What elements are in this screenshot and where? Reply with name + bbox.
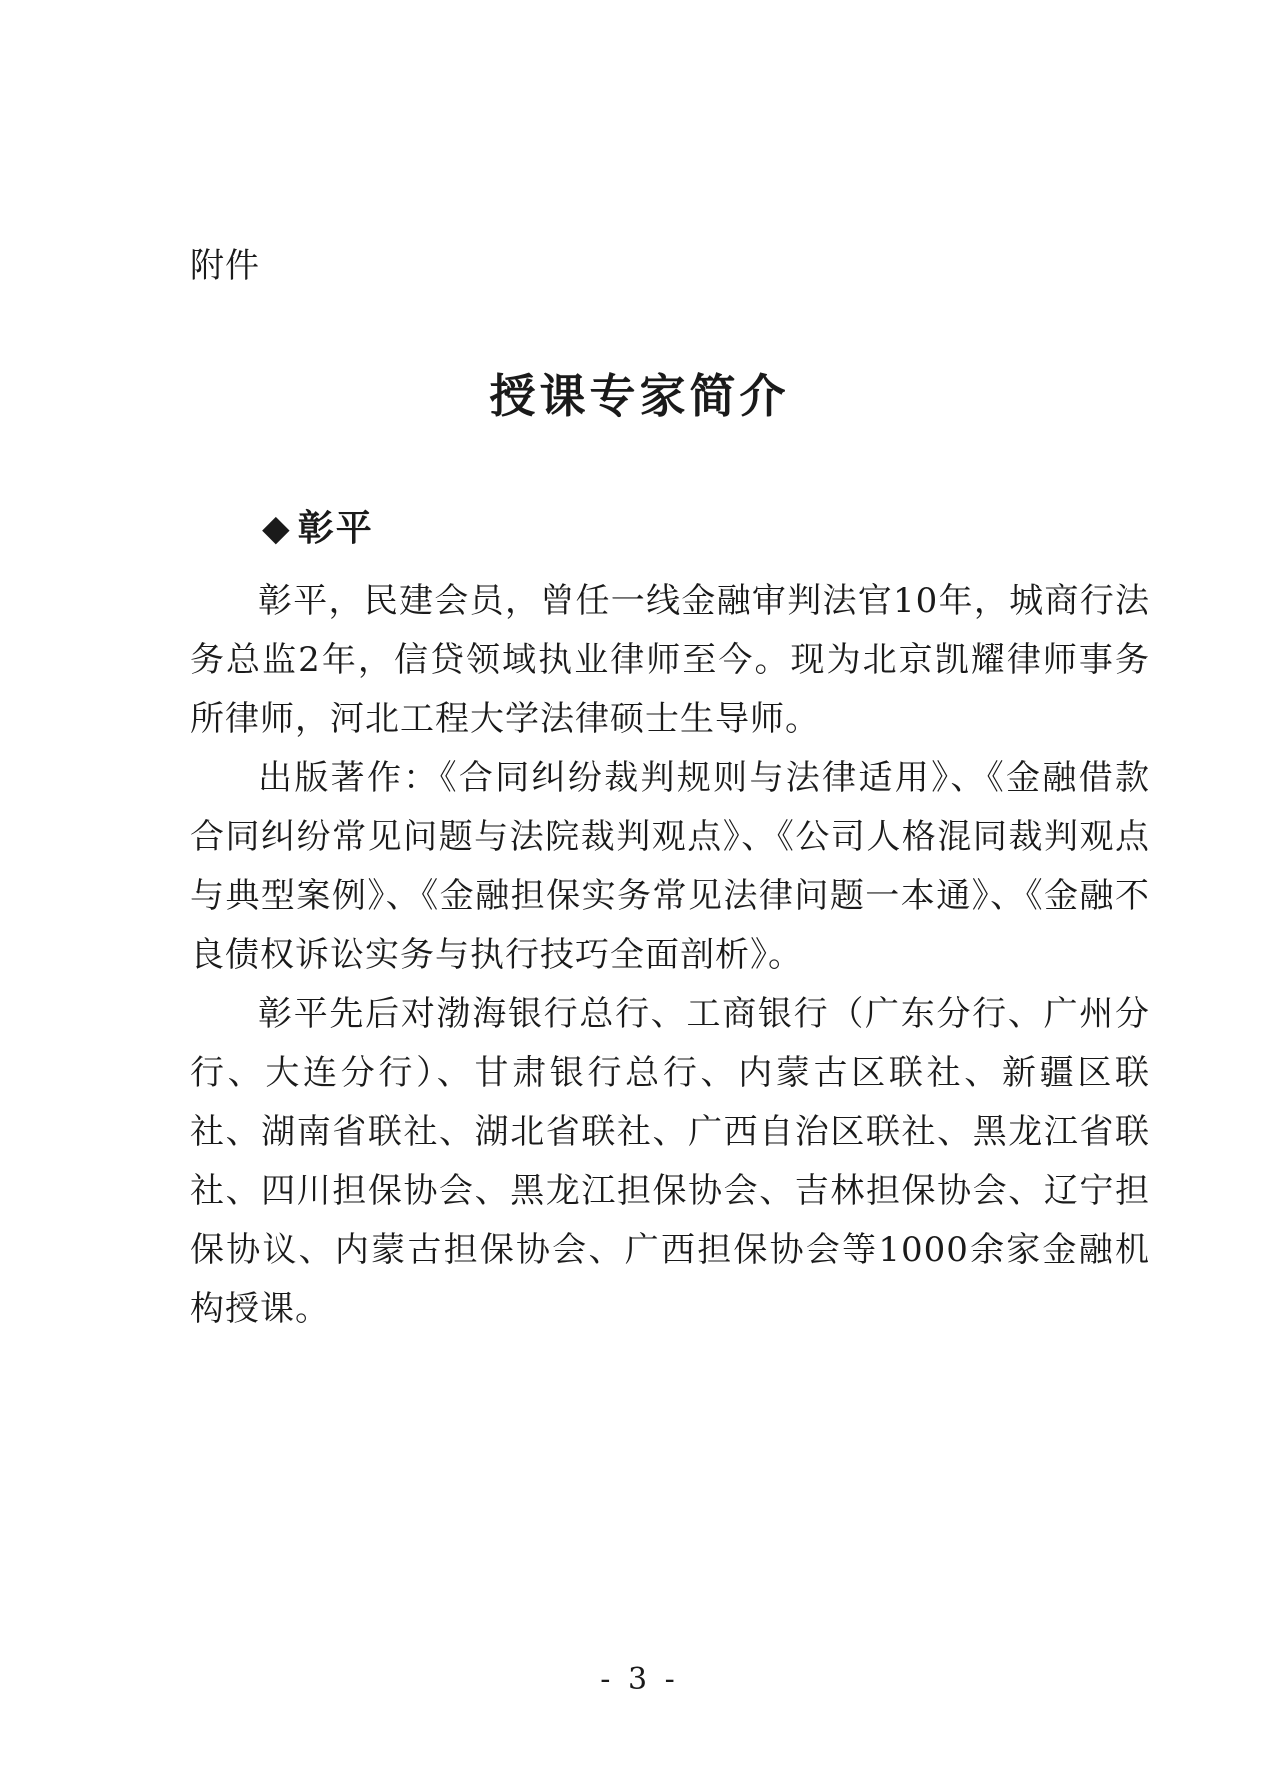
bio-paragraph-publications: 出版著作：《合同纠纷裁判规则与法律适用》、《金融借款合同纠纷常见问题与法院裁判观点》、《公司人格混同裁判观点与典型案例》、《金融担保实务常见法律问题一本通》、《金融不良债权诉讼实务与执行技巧全面剖析》。 bbox=[190, 758, 1150, 975]
bio-paragraph-training: 彰平先后对渤海银行总行、工商银行（广东分行、广州分行、大连分行）、甘肃银行总行、内蒙古区联社、新疆区联社、湖南省联社、湖北省联社、广西自治区联社、黑龙江省联社、四川担保协会、黑龙江担保协会、吉林担保协会、辽宁担保协议、内蒙古担保协会、广西担保协会等1000余家金融机构授课。 bbox=[190, 994, 1150, 1329]
expert-name: 彰平 bbox=[297, 507, 374, 549]
expert-heading bbox=[262, 500, 374, 551]
expert-bio bbox=[190, 572, 1150, 1339]
diamond-bullet-icon: ◆ bbox=[262, 507, 292, 549]
attachment-label: 附件 bbox=[190, 246, 260, 286]
page-title: 授课专家简介 bbox=[489, 369, 790, 423]
bio-paragraph-background: 彰平，民建会员，曾任一线金融审判法官10年，城商行法务总监2年，信贷领域执业律师至今。现为北京凯耀律师事务所律师，河北工程大学法律硕士生导师。 bbox=[190, 581, 1150, 739]
page-number: - 3 - bbox=[600, 1662, 679, 1697]
